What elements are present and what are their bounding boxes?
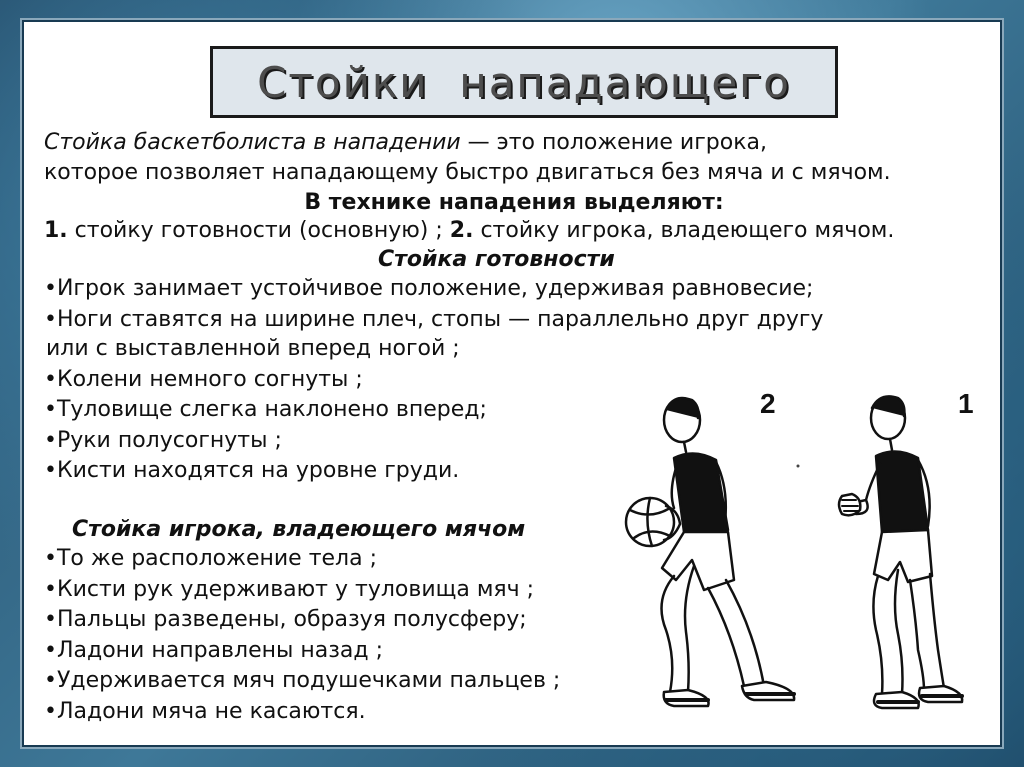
type-1-text: стойку готовности (основную) ; [67,218,450,243]
figure-label-1: 1 [958,388,974,419]
slide-title: Стойки нападающего [257,57,791,107]
dot-mark [794,462,802,470]
figure-label-2: 2 [760,388,776,419]
ball-item: •Удерживается мяч подушечками пальцев ; [44,668,561,693]
technique-heading: В технике нападения выделяют: [304,190,724,215]
ready-stance-player-illustration [812,380,972,720]
ball-item: •То же расположение тела ; [44,546,377,571]
intro-line-2: которое позволяет нападающему быстро двигаться без мяча и с мячом. [44,160,891,185]
ball-item: •Ладони направлены назад ; [44,638,384,663]
ready-item: •Колени немного согнуты ; [44,367,363,392]
ready-stance-heading: Стойка готовности [378,247,615,272]
type-2-number: 2. [449,218,474,243]
ball-item: •Пальцы разведены, образуя полусферу; [44,607,527,632]
type-1-number: 1. [44,218,68,243]
title-box [210,46,838,118]
ready-item: •Руки полусогнуты ; [44,428,282,453]
ready-item: •Ноги ставятся на ширине плеч, стопы — параллельно друг другу [44,307,824,332]
ready-item: •Игрок занимает устойчивое положение, удерживая равновесие; [44,276,814,301]
ready-item: •Туловище слегка наклонено вперед; [44,397,487,422]
ball-item: •Кисти рук удерживают у туловища мяч ; [44,577,535,602]
intro-definition: — это положение игрока, [460,130,767,155]
intro-line-1 [44,128,767,158]
type-2-text: стойку игрока, владеющего мячом. [473,218,895,243]
slide-frame [20,18,1004,749]
ball-stance-heading: Стойка игрока, владеющего мячом [72,517,526,542]
ball-item: •Ладони мяча не касаются. [44,699,366,724]
stance-types-line [44,216,894,246]
ready-item: •Кисти находятся на уровне груди. [44,458,460,483]
intro-term: Стойка баскетболиста в нападении [44,130,461,155]
player-with-ball-illustration [604,380,804,720]
ready-item: или с выставленной вперед ногой ; [46,336,460,361]
